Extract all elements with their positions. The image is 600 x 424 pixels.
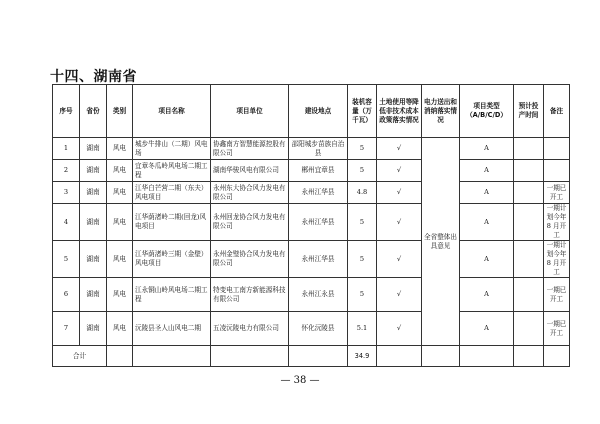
header-capacity: 装机容量（万千瓦）: [348, 85, 377, 138]
cell-land: √: [377, 241, 422, 278]
cell-location: 永州江永县: [289, 278, 348, 312]
cell-province: 湖南: [80, 241, 107, 278]
cell-unit: 五凌沅陵电力有限公司: [211, 312, 289, 346]
cell-category: A: [460, 204, 514, 241]
cell-location: 永州江华县: [289, 204, 348, 241]
cell-type: 风电: [107, 160, 133, 182]
cell-start: [514, 241, 544, 278]
cell-capacity: 5: [348, 138, 377, 160]
cell-remark: 一期已开工: [544, 312, 570, 346]
cell-province: 湖南: [80, 138, 107, 160]
cell-no: 7: [53, 312, 80, 346]
header-no: 序号: [53, 85, 80, 138]
cell-unit: 永州回龙协合风力发电有限公司: [211, 204, 289, 241]
header-remark: 备注: [544, 85, 570, 138]
cell-unit: 湖南华骏风电有限公司: [211, 160, 289, 182]
cell-remark: 一期计划今年 8 月开工: [544, 204, 570, 241]
cell-land: √: [377, 160, 422, 182]
header-type: 类别: [107, 85, 133, 138]
empty-cell: [107, 346, 133, 367]
cell-category: A: [460, 278, 514, 312]
empty-cell: [460, 346, 514, 367]
cell-name: 江华荫渚岭三期（金壁）风电项目: [133, 241, 211, 278]
cell-capacity: 4.8: [348, 182, 377, 204]
table-row: [53, 160, 570, 182]
cell-no: 6: [53, 278, 80, 312]
cell-land: √: [377, 312, 422, 346]
header-name: 项目名称: [133, 85, 211, 138]
header-province: 省份: [80, 85, 107, 138]
cell-land: √: [377, 138, 422, 160]
cell-category: A: [460, 138, 514, 160]
cell-name: 沅陵县圣人山风电二期: [133, 312, 211, 346]
cell-category: A: [460, 182, 514, 204]
project-table: [52, 84, 570, 367]
table-row: [53, 241, 570, 278]
table-row: [53, 182, 570, 204]
cell-capacity: 5: [348, 278, 377, 312]
cell-type: 风电: [107, 138, 133, 160]
cell-land: √: [377, 182, 422, 204]
cell-start: [514, 278, 544, 312]
table-row: [53, 278, 570, 312]
cell-remark: 一期计划今年 8 月开工: [544, 241, 570, 278]
cell-no: 4: [53, 204, 80, 241]
table-row: [53, 312, 570, 346]
cell-unit: 永州东大协合风力发电有限公司: [211, 182, 289, 204]
section-title: 十四、湖南省: [50, 69, 137, 85]
cell-province: 湖南: [80, 312, 107, 346]
cell-type: 风电: [107, 204, 133, 241]
cell-location: 永州江华县: [289, 241, 348, 278]
cell-no: 2: [53, 160, 80, 182]
cell-type: 风电: [107, 312, 133, 346]
cell-remark: 一期已开工: [544, 182, 570, 204]
header-location: 建设地点: [289, 85, 348, 138]
cell-start: [514, 312, 544, 346]
cell-name: 江永铜山岭风电场二期工程: [133, 278, 211, 312]
cell-capacity: 5: [348, 241, 377, 278]
cell-type: 风电: [107, 182, 133, 204]
empty-cell: [133, 346, 211, 367]
cell-province: 湖南: [80, 160, 107, 182]
cell-location: 郴州宜章县: [289, 160, 348, 182]
page-number: — 38 —: [280, 375, 320, 386]
empty-cell: [514, 346, 544, 367]
cell-type: 风电: [107, 241, 133, 278]
cell-unit: 永州金璧协合风力发电有限公司: [211, 241, 289, 278]
empty-cell: [544, 346, 570, 367]
header-grid: 电力送出和消纳落实情况: [422, 85, 460, 138]
header-unit: 项目单位: [211, 85, 289, 138]
total-row: [53, 346, 570, 367]
cell-capacity: 5: [348, 204, 377, 241]
header-land: 土地使用等降低非技术成本政策落实情况: [377, 85, 422, 138]
empty-cell: [422, 346, 460, 367]
cell-name: 城步牛排山（二期）风电场: [133, 138, 211, 160]
cell-category: A: [460, 160, 514, 182]
cell-location: 邵阳城步苗族自治县: [289, 138, 348, 160]
cell-name: 宜章冬瓜岭风电场二期工程: [133, 160, 211, 182]
cell-location: 怀化沅陵县: [289, 312, 348, 346]
cell-type: 风电: [107, 278, 133, 312]
header-start: 预计投产时间: [514, 85, 544, 138]
cell-remark: [544, 138, 570, 160]
empty-cell: [377, 346, 422, 367]
cell-start: [514, 160, 544, 182]
cell-capacity: 5: [348, 160, 377, 182]
cell-province: 湖南: [80, 204, 107, 241]
table-row: [53, 204, 570, 241]
table-header-row: [53, 85, 570, 138]
cell-category: A: [460, 241, 514, 278]
table-row: [53, 138, 570, 160]
cell-name: 江华白芒营二期（东夫）风电项目: [133, 182, 211, 204]
total-label: 合计: [53, 346, 107, 367]
empty-cell: [211, 346, 289, 367]
empty-cell: [289, 346, 348, 367]
header-category: 项目类型（A/B/C/D）: [460, 85, 514, 138]
cell-province: 湖南: [80, 182, 107, 204]
cell-land: √: [377, 278, 422, 312]
cell-no: 3: [53, 182, 80, 204]
total-capacity: 34.9: [348, 346, 377, 367]
cell-remark: [544, 160, 570, 182]
cell-land: √: [377, 204, 422, 241]
cell-start: [514, 138, 544, 160]
cell-capacity: 5.1: [348, 312, 377, 346]
cell-start: [514, 204, 544, 241]
cell-no: 1: [53, 138, 80, 160]
cell-grid-merged: 全省整体出具意见: [422, 138, 460, 346]
cell-category: A: [460, 312, 514, 346]
cell-name: 江华荫渚岭二期(回龙)风电项目: [133, 204, 211, 241]
cell-no: 5: [53, 241, 80, 278]
cell-start: [514, 182, 544, 204]
cell-province: 湖南: [80, 278, 107, 312]
cell-unit: 协鑫南方智慧能源控股有限公司: [211, 138, 289, 160]
cell-remark: 一期已开工: [544, 278, 570, 312]
cell-location: 永州江华县: [289, 182, 348, 204]
cell-unit: 特变电工南方新能源科技有限公司: [211, 278, 289, 312]
